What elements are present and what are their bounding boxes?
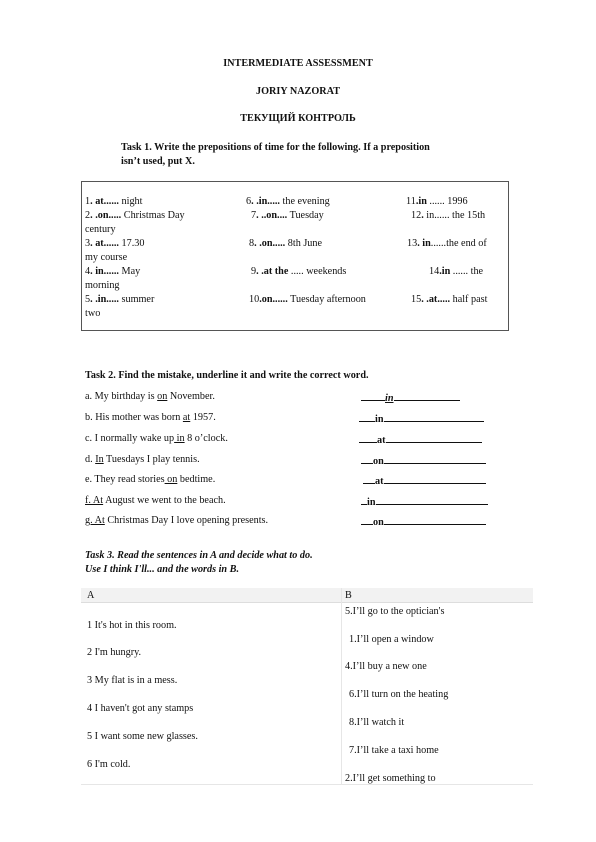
task2-answer-c: at: [359, 433, 482, 446]
title-assessment: INTERMEDIATE ASSESSMENT: [223, 58, 373, 69]
task3-b-item-6: 7.I’ll take a taxi home: [349, 745, 439, 756]
task2-answer-f: in: [361, 495, 488, 508]
task3-b-item-5: 8.I’ll watch it: [349, 717, 405, 728]
task2-sentence-c: c. I normally wake up in 8 o’clock.: [85, 433, 228, 444]
task1-item-8: 8. .on..... 8th June: [249, 238, 323, 249]
task1-item-4-wrap: morning: [85, 280, 120, 291]
task1-item-1: 1. at...... night: [85, 196, 143, 207]
task3-a-item-1: 1 It's hot in this room.: [87, 620, 177, 631]
task2-answer-d: on: [361, 454, 486, 467]
task2-answer-e: at: [363, 474, 486, 487]
task1-item-6: 6. .in..... the evening: [246, 196, 330, 207]
task3-b-item-1: 5.I’ll go to the optician's: [345, 606, 445, 617]
task2-answer-b: in: [359, 412, 484, 425]
title-nazorat: JORIY NAZORAT: [255, 86, 341, 97]
task1-item-12: 12. in...... the 15th: [411, 210, 486, 221]
task1-item-11: 11.in ...... 1996: [406, 196, 468, 207]
task1-heading-line2: isn’t used, put X.: [121, 156, 195, 167]
task3-b-item-7: 2.I’ll get something to: [345, 773, 436, 784]
task1-item-7: 7. ..on.... Tuesday: [251, 210, 324, 221]
task3-table-header: [81, 588, 533, 603]
task3-col-a-header: A: [87, 590, 95, 601]
task1-item-14: 14.in ...... the: [429, 266, 484, 277]
task1-item-5-wrap: two: [85, 308, 101, 319]
task1-item-9: 9. .at the ..... weekends: [251, 266, 347, 277]
task1-item-3: 3. at...... 17.30: [85, 238, 145, 249]
task1-item-2-wrap: century: [85, 224, 116, 235]
task1-item-10: 10.on...... Tuesday afternoon: [249, 294, 366, 305]
task1-item-15: 15. .at..... half past: [411, 294, 488, 305]
task1-item-2: 2. .on..... Christmas Day: [85, 210, 185, 221]
task2-sentence-e: e. They read stories on bedtime.: [85, 474, 216, 485]
task3-heading-line1: Task 3. Read the sentences in A and decide what to do.: [85, 550, 313, 561]
task1-item-13: 13. in......the end of: [407, 238, 487, 249]
task3-a-item-3: 3 My flat is in a mess.: [87, 675, 178, 686]
task3-heading-line2: Use I think I'll... and the words in B.: [85, 564, 239, 575]
task3-col-b-header: B: [345, 590, 352, 601]
task1-heading-line1: Task 1. Write the prepositions of time for the following. If a preposition: [121, 142, 430, 153]
task3-a-item-5: 5 I want some new glasses.: [87, 731, 198, 742]
task1-item-5: 5. .in..... summer: [85, 294, 155, 305]
task3-b-item-2: 1.I’ll open a window: [349, 634, 434, 645]
task2-sentence-g: g. At Christmas Day I love opening presents.: [85, 515, 269, 526]
task2-sentence-a: a. My birthday is on November.: [85, 391, 215, 402]
task2-heading: Task 2. Find the mistake, underline it and write the correct word.: [85, 370, 369, 381]
task3-column-divider: [341, 588, 342, 784]
task1-item-3-wrap: my course: [85, 252, 128, 263]
task3-a-item-6: 6 I'm cold.: [87, 759, 131, 770]
task2-sentence-f: f. At August we went to the beach.: [85, 495, 226, 506]
task3-a-item-4: 4 I haven't got any stamps: [87, 703, 194, 714]
task2-answer-g: on: [361, 515, 486, 528]
task3-b-item-3: 4.I’ll buy a new one: [345, 661, 427, 672]
task1-item-4: 4. in...... May: [85, 266, 141, 277]
task3-table-bottom-rule: [81, 784, 533, 785]
task2-sentence-b: b. His mother was born at 1957.: [85, 412, 216, 423]
task3-a-item-2: 2 I'm hungry.: [87, 647, 142, 658]
title-kontrol: ТЕКУЩИЙ КОНТРОЛЬ: [240, 113, 356, 124]
task3-b-item-4: 6.I’ll turn on the heating: [349, 689, 449, 700]
task2-sentence-d: d. In Tuesdays I play tennis.: [85, 454, 200, 465]
task2-answer-a: in: [361, 391, 460, 404]
